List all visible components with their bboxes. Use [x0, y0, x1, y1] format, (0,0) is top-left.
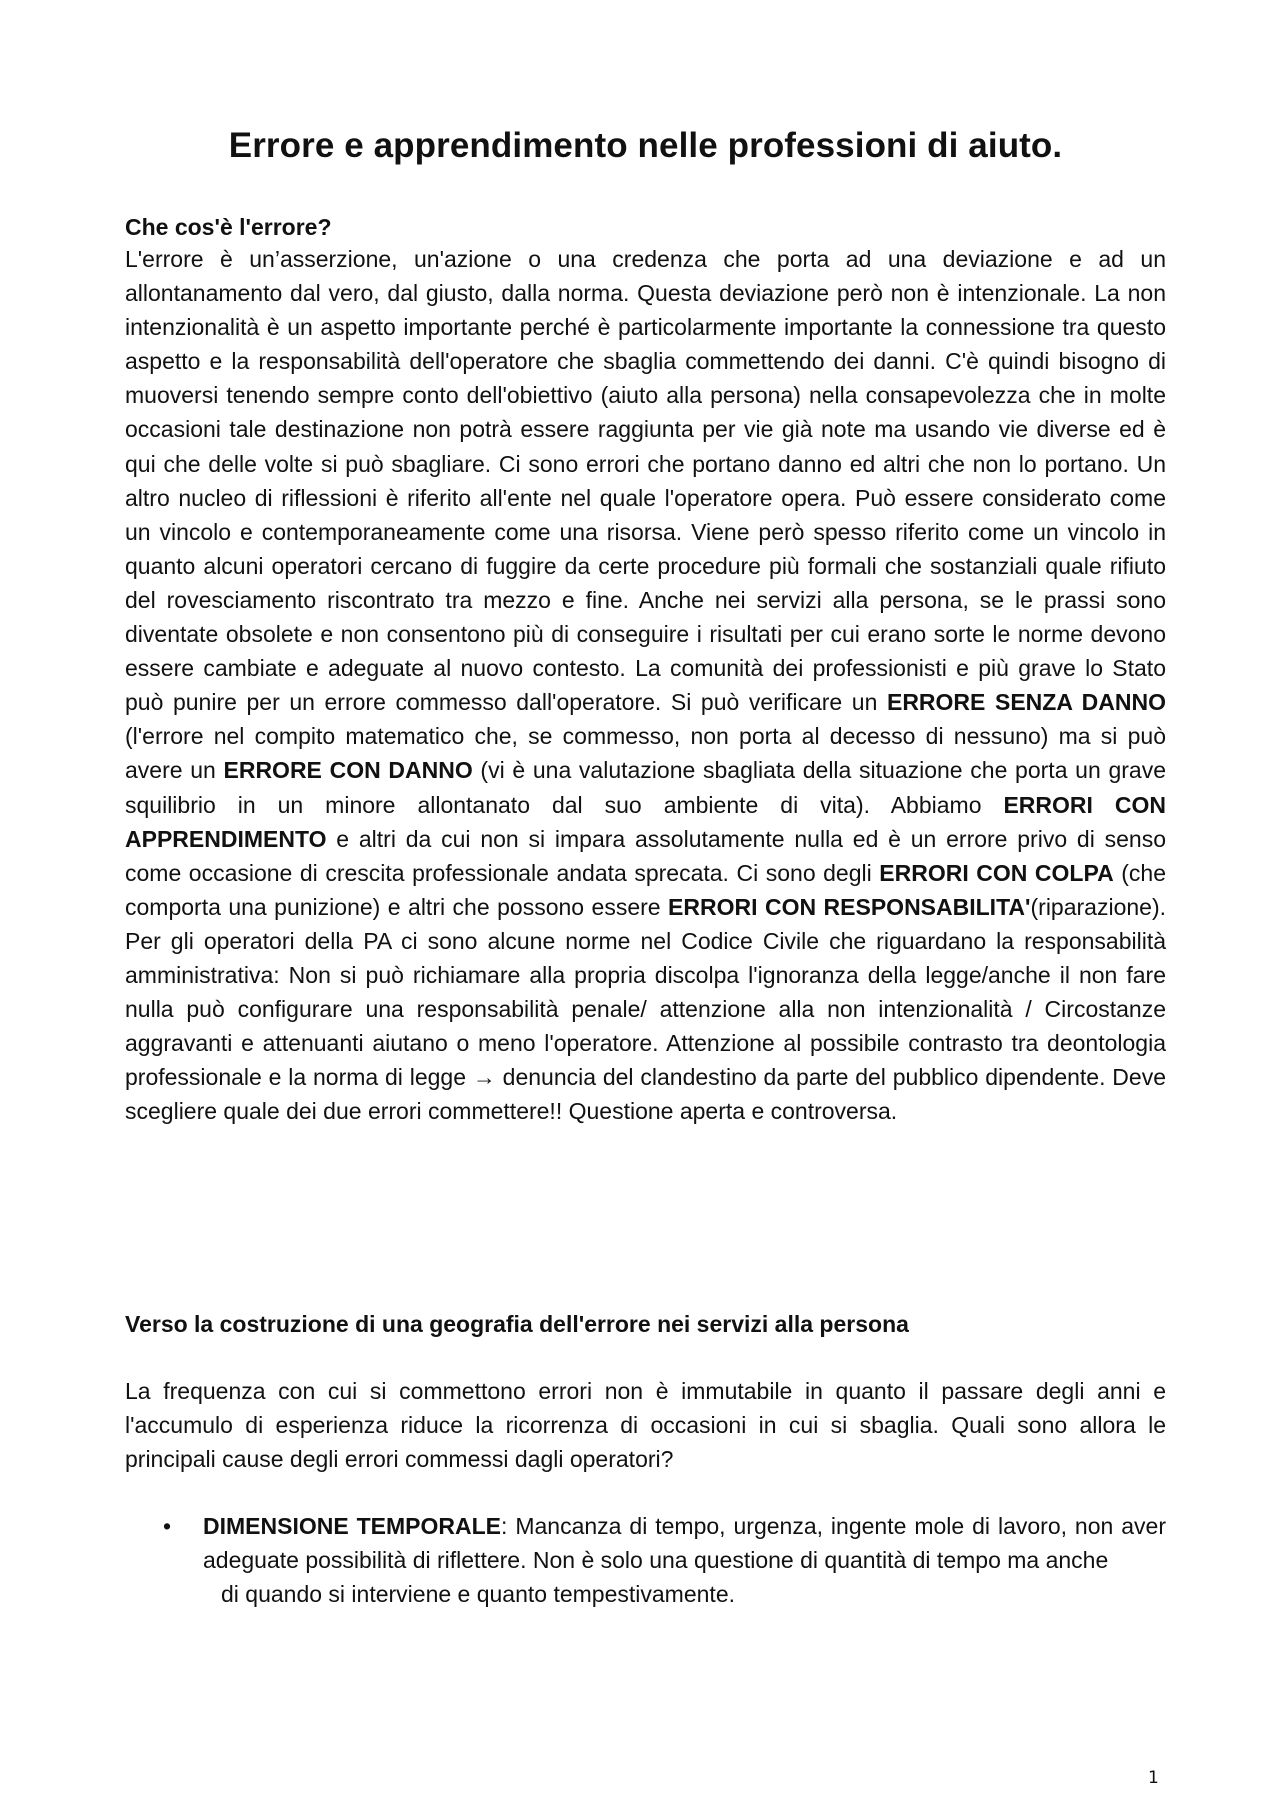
bullet-icon: • [163, 1513, 172, 1539]
text-run: L'errore è un’asserzione, un'azione o una credenza che porta ad una deviazione e ad un allontanamento dal vero, dal giusto, dalla norma. Questa deviazione però non è intenzionale. La non intenzionalità è un aspetto importante perché è particolarmente importante la connessione tra questo aspetto e la responsabilità dell'operatore che sbaglia commettendo dei danni. C'è quindi bisogno di muoversi tenendo sempre conto dell'obiettivo (aiuto alla persona) nella consapevolezza che in molte occasioni tale destinazione non potrà essere raggiunta per vie già note ma usando vie diverse ed è qui che delle volte si può sbagliare. Ci sono errori che portano danno ed altri che non lo portano. Un altro nucleo di riflessioni è riferito all'ente nel quale l'operatore opera. Può essere considerato come un vincolo e contemporaneamente come una risorsa. Viene però spesso riferito come un vincolo in quanto alcuni operatori cercano di fuggire da certe procedure più formali che sostanziali quale rifiuto del rovesciamento riscontrato tra mezzo e fine. Anche nei servizi alla persona, se le prassi sono diventate obsolete e non consentono più di conseguire i risultati per cui erano sorte le norme devono essere cambiate e adeguate al nuovo contesto. La comunità dei professionisti e più grave lo Stato può punire per un errore commesso dall'operatore. Si può verificare un [125, 246, 1166, 716]
text-run: (l'errore nel compito matematico che, se commesso, non porta al decesso di nessuno) ma si può avere un [125, 723, 1166, 784]
bold-term-errors-with-learning: ERRORI CON APPRENDIMENTO [125, 791, 1167, 852]
bullet-continuation: di quando si interviene e quanto tempestivamente. [221, 1581, 735, 1608]
bold-term-errors-with-fault: ERRORI CON COLPA [879, 859, 1114, 886]
causes-list [125, 1509, 1166, 1611]
bold-term-errors-with-responsibility: ERRORI CON RESPONSABILITA' [668, 893, 1031, 920]
text-run: (riparazione). Per gli operatori della PA ci sono alcune norme nel Codice Civile che riguardano la responsabilità amministrativa: Non si può richiamare alla propria discolpa l'ignoranza della legge/anche il non fare nulla può configurare una responsabilità penale/ attenzione alla non intenzionalità / Circostanze aggravanti e attenuanti aiutano o meno l'operatore. Attenzione al possibile contrasto tra deontologia professionale e la norma di legge → denuncia del clandestino da parte del pubblico dipendente. Deve scegliere quale dei due errori commettere!! Questione aperta e controversa. [125, 893, 1166, 1125]
section-paragraph-definition [125, 242, 1166, 1128]
section-heading-geography-of-error: Verso la costruzione di una geografia dell'errore nei servizi alla persona [125, 1311, 909, 1337]
bullet-label: DIMENSIONE TEMPORALE [203, 1513, 502, 1539]
list-item [125, 1509, 1166, 1611]
page-number: 1 [1148, 1768, 1159, 1788]
section-paragraph-frequency: La frequenza con cui si commettono errori non è immutabile in quanto il passare degli anni e l'accumulo di esperienza riduce la ricorrenza di occasioni in cui si sbaglia. Quali sono allora le principali cause degli errori commessi dagli operatori? [125, 1378, 1166, 1473]
text-run: e altri da cui non si impara assolutamente nulla ed è un errore privo di senso come occasione di crescita professionale andata sprecata. Ci sono degli [125, 825, 1166, 886]
text-run: (vi è una valutazione sbagliata della situazione che porta un grave squilibrio in un minore allontanato dal suo ambiente di vita). Abbiamo [125, 757, 1166, 818]
section-heading-what-is-error: Che cos'è l'errore? [125, 214, 332, 240]
text-run: (che comporta una punizione) e altri che possono essere [125, 859, 1166, 920]
bold-term-error-without-damage: ERRORE SENZA DANNO [886, 689, 1167, 716]
document-title: Errore e apprendimento nelle professioni di aiuto. [228, 126, 1063, 165]
bold-term-error-with-damage: ERRORE CON DANNO [223, 757, 473, 784]
bullet-text: : Mancanza di tempo, urgenza, ingente mole di lavoro, non aver adeguate possibilità di riflettere. Non è solo una questione di quantità di tempo ma anche [203, 1513, 1166, 1574]
